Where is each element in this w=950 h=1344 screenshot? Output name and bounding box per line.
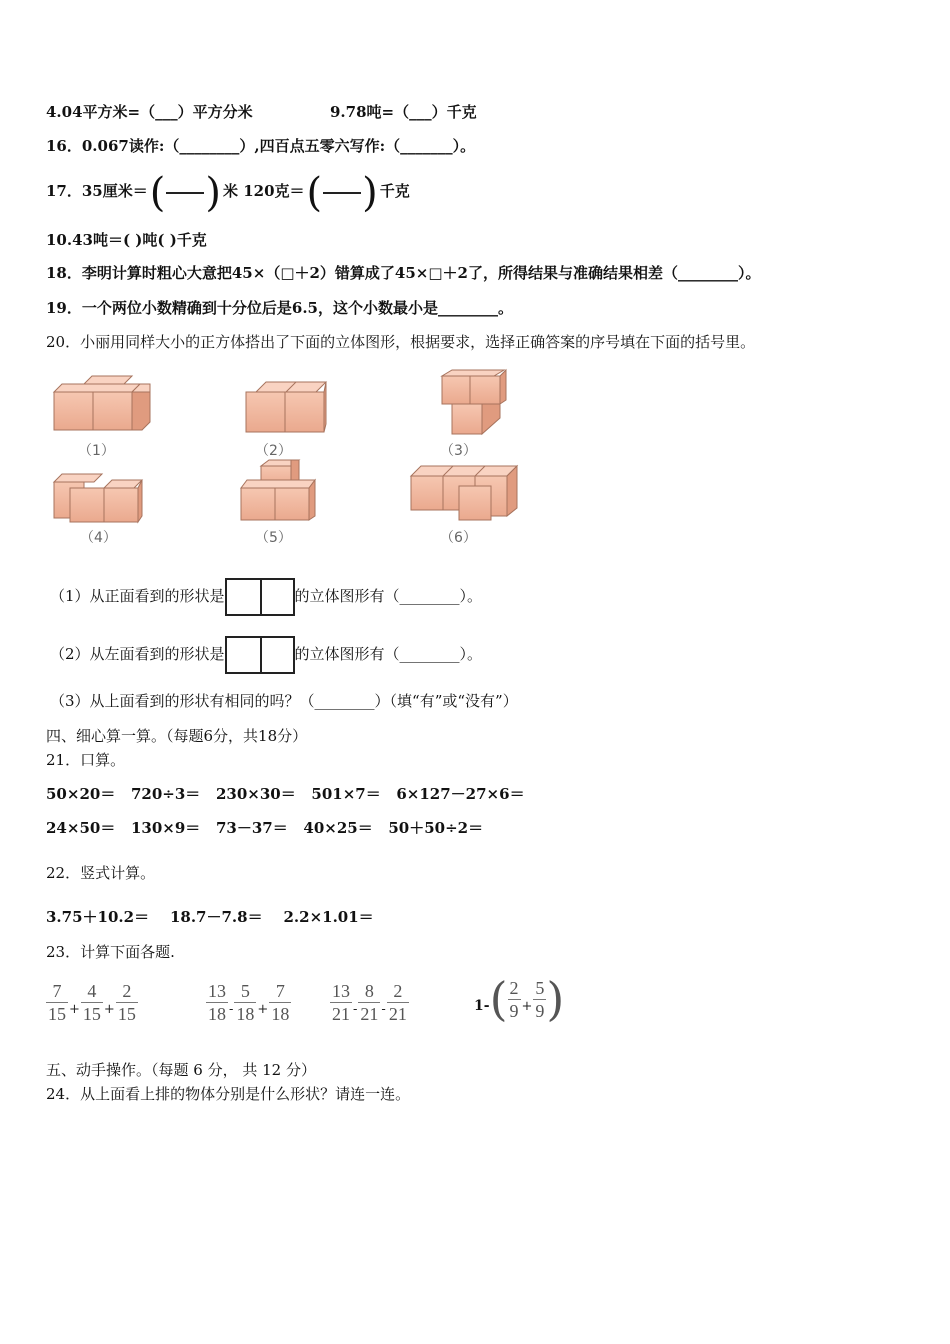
fraction-expression-4 <box>474 972 565 1026</box>
fraction <box>206 980 228 1025</box>
left-view-shape <box>225 636 295 674</box>
g4-prefix: 1- <box>474 998 490 1014</box>
vertical-calc-row: 3.75＋10.2＝ 18.7－7.8＝ 2.2×1.01＝ <box>46 908 374 926</box>
q16-content: 16．0.067读作:（________）,四百点五零六写作:（_______）。 <box>46 137 476 155</box>
numerator: 2 <box>116 980 138 1003</box>
left-paren: ( <box>489 972 508 1026</box>
numerator: 13 <box>208 981 226 1001</box>
q17b-line: 10.43吨＝( )吨( )千克 <box>46 231 207 249</box>
mental-calc-row-1: 50×20＝ 720÷3＝ 230×30＝ 501×7＝ 6×127－27×6＝ <box>46 785 525 803</box>
fraction <box>330 980 352 1025</box>
denominator: 15 <box>117 1004 136 1024</box>
q15-line-b: 9.78吨=（___）千克 <box>330 103 477 121</box>
operator: - <box>381 1002 386 1017</box>
fraction <box>46 980 68 1025</box>
numerator: 4 <box>81 980 103 1003</box>
fraction-expression-2 <box>206 980 291 1025</box>
figure-4 <box>54 474 142 522</box>
figure-3 <box>442 370 506 434</box>
g4-fractions <box>508 977 547 1022</box>
numerator: 7 <box>46 980 68 1003</box>
q17-line <box>46 170 410 216</box>
sub1-prefix: （1）从正面看到的形状是 <box>50 587 225 605</box>
q20-line: 20．小丽用同样大小的正方体搭出了下面的立体图形，根据要求，选择正确答案的序号填在下面的括号里。 <box>46 333 756 351</box>
operator: + <box>103 1002 115 1017</box>
denominator: 9 <box>509 1000 519 1021</box>
figure-caption-1: （1） <box>78 443 115 459</box>
section-4-heading: 四、细心算一算。（每题6分，共18分） <box>46 727 308 745</box>
sub1-suffix: 的立体图形有（________）。 <box>294 587 483 605</box>
denominator: 18 <box>208 1004 226 1024</box>
denominator: 21 <box>360 1004 379 1024</box>
q17-suffix: 千克 <box>379 182 410 200</box>
sub2-suffix: 的立体图形有（________）。 <box>294 645 483 663</box>
operator: + <box>69 1002 80 1017</box>
denominator: 18 <box>271 1004 290 1024</box>
figure-2 <box>246 382 326 432</box>
figure-caption-2: （2） <box>255 443 292 459</box>
fraction <box>358 980 380 1025</box>
q17-middle: 米 120克＝ <box>222 182 305 200</box>
operator: + <box>257 1002 269 1017</box>
sub1-line <box>50 576 482 616</box>
denominator: 9 <box>535 1000 545 1021</box>
q17-blank-fraction-2[interactable]: ( ) <box>306 170 378 216</box>
q17-prefix: 17．35厘米＝ <box>46 182 148 200</box>
fraction <box>116 980 138 1025</box>
figure-caption-6: （6） <box>440 530 477 546</box>
fraction <box>533 977 546 1022</box>
figure-1 <box>54 376 150 430</box>
sub2-line <box>50 634 482 674</box>
numerator: 8 <box>358 980 380 1003</box>
figure-5 <box>241 460 315 520</box>
q22-line: 22．竖式计算。 <box>46 864 156 882</box>
section-5-heading: 五、动手操作。（每题 6 分， 共 12 分） <box>46 1061 316 1079</box>
q24-line: 24．从上面看上排的物体分别是什么形状？请连一连。 <box>46 1085 411 1103</box>
right-paren: ) <box>546 972 565 1026</box>
denominator: 18 <box>236 1004 255 1024</box>
operator: - <box>353 1002 358 1017</box>
fraction-expression-3 <box>330 980 409 1025</box>
numerator: 7 <box>269 980 291 1003</box>
q23-line: 23．计算下面各题. <box>46 943 175 961</box>
fraction <box>234 980 256 1025</box>
sub3-line: （3）从上面看到的形状有相同的吗？（________）（填“有”或“没有”） <box>50 692 518 710</box>
operator: + <box>521 998 533 1014</box>
mental-calc-row-2: 24×50＝ 130×9＝ 73－37＝ 40×25＝ 50＋50÷2＝ <box>46 819 484 837</box>
fraction <box>508 977 521 1022</box>
sub2-prefix: （2）从左面看到的形状是 <box>50 645 225 663</box>
denominator: 15 <box>82 1004 101 1024</box>
figure-6 <box>411 466 517 520</box>
fraction <box>81 980 103 1025</box>
denominator: 15 <box>48 1004 66 1024</box>
front-view-shape <box>225 578 295 616</box>
fraction-expression-1 <box>46 980 138 1025</box>
q16-text <box>46 136 475 156</box>
q17-blank-fraction-1[interactable]: ( ) <box>149 170 221 216</box>
numerator: 2 <box>387 980 409 1003</box>
numerator: 5 <box>535 977 545 998</box>
operator: - <box>229 1002 234 1017</box>
q15-line-a: 4.04平方米=（___）平方分米 <box>46 103 253 121</box>
denominator: 21 <box>332 1004 350 1024</box>
numerator: 13 <box>332 981 350 1001</box>
numerator: 5 <box>234 980 256 1003</box>
q18-line: 18．李明计算时粗心大意把45×（□＋2）错算成了45×□＋2了，所得结果与准确结果相差（________）。 <box>46 264 761 282</box>
fraction <box>387 980 409 1025</box>
denominator: 21 <box>388 1004 407 1024</box>
figure-caption-5: （5） <box>255 530 292 546</box>
figure-caption-4: （4） <box>80 530 117 546</box>
fraction <box>269 980 291 1025</box>
figure-caption-3: （3） <box>440 443 477 459</box>
q19-line: 19．一个两位小数精确到十分位后是6.5，这个小数最小是________。 <box>46 299 513 317</box>
numerator: 2 <box>509 977 519 998</box>
q21-line: 21．口算。 <box>46 751 126 769</box>
